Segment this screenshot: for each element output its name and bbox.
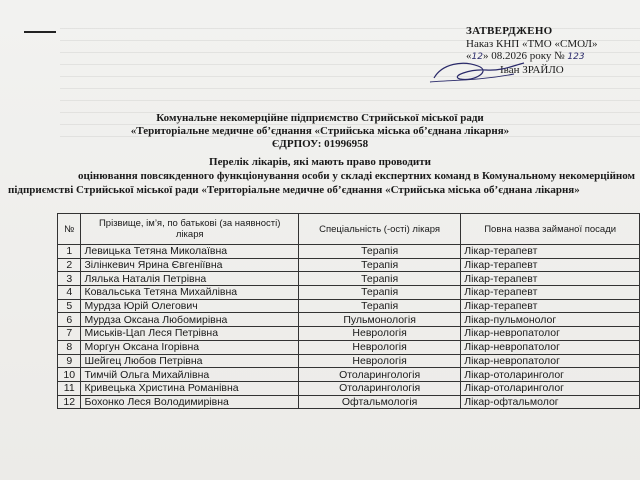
doctor-specialty: Отоларингологія [298, 381, 460, 395]
approval-signatory: Іван ЗРАЙЛО [500, 63, 564, 76]
doctor-position: Лікар-терапевт [461, 286, 640, 300]
header-dash [24, 31, 56, 33]
doctor-specialty: Неврологія [298, 327, 460, 341]
doctor-name: Лялька Наталія Петрівна [81, 272, 298, 286]
approval-order: Наказ КНП «ТМО «СМОЛ» [466, 37, 598, 50]
organization-edrpou: ЄДРПОУ: 01996958 [271, 138, 369, 150]
table-row [58, 258, 640, 272]
doctor-name: Мурдза Юрій Олегович [81, 299, 298, 313]
table-row [58, 272, 640, 286]
handwritten-day: 12 [471, 52, 483, 62]
doctor-name: Мурдза Оксана Любомирівна [81, 313, 298, 327]
doctor-position: Лікар-офтальмолог [461, 395, 640, 409]
row-number: 11 [58, 381, 81, 395]
doctor-name: Шейгец Любов Петрівна [81, 354, 298, 368]
doctor-specialty: Неврологія [298, 340, 460, 354]
doctor-specialty: Терапія [298, 258, 460, 272]
doctor-specialty: Отоларингологія [298, 368, 460, 382]
doctor-position: Лікар-терапевт [461, 272, 640, 286]
doctor-name: Левицька Тетяна Миколаївна [81, 245, 298, 259]
approval-title: ЗАТВЕРДЖЕНО [466, 25, 553, 37]
doctor-name: Бохонко Леся Володимирівна [81, 395, 298, 409]
doctor-name: Моргун Оксана Ігорівна [81, 340, 298, 354]
doctor-name: Тимчій Ольга Михайлівна [81, 368, 298, 382]
table-row [58, 340, 640, 354]
doctor-specialty: Терапія [298, 299, 460, 313]
row-number: 8 [58, 340, 81, 354]
doctor-position: Лікар-терапевт [461, 245, 640, 259]
table-row [58, 395, 640, 409]
organization-name-line-1: Комунальне некомерційне підприємство Стрийської міської ради [156, 112, 484, 124]
doctor-specialty: Офтальмологія [298, 395, 460, 409]
table-row [58, 381, 640, 395]
column-header-number: № [58, 214, 81, 245]
table-row [58, 354, 640, 368]
organization-name-line-2: «Територіальне медичне об’єднання «Стрийська міська об’єднана лікарня» [130, 125, 510, 137]
document-title-line-1: Перелік лікарів, які мають право проводити [209, 156, 431, 168]
doctor-specialty: Неврологія [298, 354, 460, 368]
doctor-position: Лікар-невропатолог [461, 354, 640, 368]
doctor-name: Зілінкевич Ярина Євгеніївна [81, 258, 298, 272]
doctors-table [57, 213, 640, 409]
table-row [58, 368, 640, 382]
doctor-specialty: Терапія [298, 245, 460, 259]
handwritten-signature [420, 58, 540, 88]
doctor-position: Лікар-терапевт [461, 299, 640, 313]
row-number: 5 [58, 299, 81, 313]
row-number: 3 [58, 272, 81, 286]
row-number: 9 [58, 354, 81, 368]
row-number: 2 [58, 258, 81, 272]
doctor-specialty: Терапія [298, 286, 460, 300]
table-row [58, 286, 640, 300]
table-header-row [58, 214, 640, 245]
column-header-position: Повна назва займаної посади [461, 214, 640, 245]
doctor-name: Ковальська Тетяна Михайлівна [81, 286, 298, 300]
table-row [58, 245, 640, 259]
row-number: 6 [58, 313, 81, 327]
doctor-position: Лікар-отоларинголог [461, 368, 640, 382]
doctor-position: Лікар-пульмонолог [461, 313, 640, 327]
doctor-name: Миськів-Цап Леся Петрівна [81, 327, 298, 341]
row-number: 12 [58, 395, 81, 409]
approval-date: «12» 08.2026 року № 123 [466, 50, 585, 62]
column-header-full-name: Прізвище, ім’я, по батькові (за наявності) лікаря [81, 214, 298, 245]
doctor-position: Лікар-отоларинголог [461, 381, 640, 395]
row-number: 1 [58, 245, 81, 259]
table-row [58, 299, 640, 313]
table-row [58, 313, 640, 327]
document-title-line-3: підприємстві Стрийської міської ради «Територіальне медичне об’єднання «Стрийська міська об’єднана лікарня» [8, 184, 580, 196]
doctor-position: Лікар-терапевт [461, 258, 640, 272]
doctor-name: Кривецька Христина Романівна [81, 381, 298, 395]
doctor-specialty: Терапія [298, 272, 460, 286]
row-number: 7 [58, 327, 81, 341]
doctor-specialty: Пульмонологія [298, 313, 460, 327]
column-header-specialty: Спеціальність (-ості) лікаря [298, 214, 460, 245]
document-title-line-2: оцінювання повсякденного функціонування особи у складі експертних команд в Комунальному некомерційном [78, 170, 636, 182]
row-number: 10 [58, 368, 81, 382]
doctor-position: Лікар-невропатолог [461, 327, 640, 341]
handwritten-order-number: 123 [567, 52, 585, 62]
doctor-position: Лікар-невропатолог [461, 340, 640, 354]
table-row [58, 327, 640, 341]
row-number: 4 [58, 286, 81, 300]
